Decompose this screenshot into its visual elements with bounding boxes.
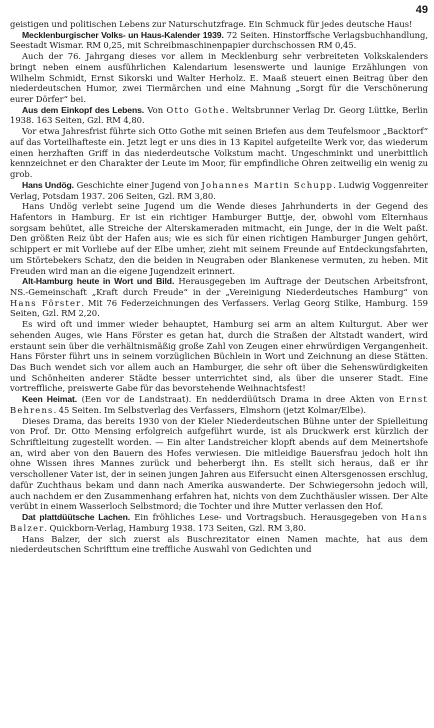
paragraph-p11	[10, 512, 428, 533]
paragraph-text: Vor etwa Jahresfrist führte sich Otto Gothe mit seinen Briefen aus dem Teufelsmoor „Backtorf“ auf das Vorteilhafteste ein. Jetzt legt er uns dies in 13 Kapitel aufgeteilte Werk vor, das wiederum einen herzhaften Griff in das niederdeutsche Volkstum macht. Ungeschminkt und unerbittlich kennzeichnet er den Charakter der Leute im Moor, für empfindliche Ohren zeitweilig ein wenig zu grob.	[10, 126, 428, 180]
paragraph-text: . Ludwig Voggenreiter Verlag, Potsdam 1937. 206 Seiten, Gzl. RM 3,80.	[10, 179, 429, 201]
paragraph-text: Geschichte einer Jugend von	[73, 179, 202, 190]
paragraph-text: . Weltsbrunner Verlag Dr. Georg Lüttke, Berlin 1938. 163 Seiten, Gzl. RM 4,80.	[10, 104, 428, 126]
review-column	[10, 19, 428, 555]
paragraph-text: . Quickborn-Verlag, Hamburg 1938. 173 Seiten, Gzl. RM 3,80.	[44, 522, 307, 533]
author-name: Hans Balzer	[10, 512, 428, 533]
paragraph-text: Auch der 76. Jahrgang dieses vor allem in Mecklenburg sehr verbreiteten Volkskalenders bringt neben einem ausführlichen Kalendarium lesenswerte und launige Erzählungen von Wilhelm Schmidt, Ernst Sikorski und Walter Herholz. E. Maaß steuert einen Beitrag über den niederdeutschen Humor, zwei Tiermärchen und eine Mahnung „Sorgt für die Verschönerung eurer Dörfer“ bei.	[10, 51, 428, 105]
page-number: 49	[415, 4, 428, 16]
book-title: Hans Undög.	[22, 179, 74, 190]
paragraph-p2	[10, 51, 428, 105]
paragraph-p7	[10, 276, 428, 319]
paragraph-text: 72 Seiten. Hinstorffsche Verlagsbuchhandlung, Seestadt Wismar. RM 0,25, mit Schreibmaschinenpapier durchschossen RM 0,45.	[10, 29, 429, 51]
paragraph-p1	[10, 30, 428, 51]
paragraph-text: (Een vor de Landstraat). En nedderdüütsch Drama in dree Akten von	[77, 394, 399, 405]
paragraph-p6	[10, 201, 428, 276]
author-name: Johannes Martin Schupp	[201, 179, 334, 190]
paragraph-text: Herausgegeben im Auftrage der Deutschen Arbeitsfront, NS.-Gemeinschaft „Kraft durch Freude“ in der „Vereinigung Niederdeutsches Hamburg“ von	[10, 276, 429, 297]
paragraph-text: geistigen und politischen Lebens zur Naturschutzfrage. Ein Schmuck für jedes deutsche Haus!	[10, 19, 413, 29]
paragraph-text: . 45 Seiten. Im Selbstverlag des Verfassers, Elmshorn (jetzt Kolmar/Elbe).	[53, 404, 367, 415]
author-name: Ernst Behrens	[10, 394, 428, 415]
paragraph-text: . Mit 76 Federzeichnungen des Verfassers. Verlag Georg Stilke, Hamburg. 159 Seiten, Gzl. RM 2,20.	[10, 297, 428, 319]
paragraph-text: Hans Undög verlebt seine Jugend um die Wende dieses Jahrhunderts in der Gegend des Hafentors in Hamburg. Er ist ein richtiger Hamburger Buttje, der, obwohl vom Elternhaus sorgsam behütet, alle Streiche der Alterskameraden mitmacht, ein Junge, der in die Welt paßt. Den größten Reiz übt der Hafen aus; wie es sich für einen richtigen Hamburger Jungen gehört, schippert er mit Vorliebe auf der Elbe umher, zieht mit seinem Freunde auf Entdeckungsfahrten, um Störtebekers Schatz, den die beiden in Neugraben oder Blankenese vermuten, zu heben. Mit Freuden wird man an die eigene Jugendzeit erinnert.	[10, 201, 428, 276]
paragraph-p8	[10, 319, 428, 394]
author-name: Otto Gothe	[166, 104, 226, 115]
paragraph-p0	[10, 19, 428, 30]
paragraph-text: Ein fröhliches Lese- und Vortragsbuch. Herausgegeben von	[130, 512, 402, 523]
paragraph-text: Es wird oft und immer wieder behauptet, Hamburg sei arm an altem Kulturgut. Aber wer sehenden Auges, wie Hans Förster es getan hat, durch die Straßen der Altstadt wandert, wird erstaunt sein über die verhältnismäßig große Zahl von Zeugen einer ehrwürdigen Vergangenheit. Hans Förster führt uns in seinem vorzüglichen Büchlein in Wort und Zeichnung an diese Stätten. Das Buch wendet sich vor allem auch an Hamburger, die sehr oft über die Sehenswürdigkeiten und Schönheiten anderer Städte besser unterrichtet sind, als über die unserer Stadt. Eine vortreffliche, preiswerte Gabe für das bevorstehende Weihnachtsfest!	[10, 319, 428, 394]
paragraph-p4	[10, 126, 428, 180]
book-title: Keen Heimat.	[22, 394, 78, 405]
book-title: Aus dem Einkopf des Lebens.	[22, 104, 145, 115]
paragraph-p12	[10, 534, 428, 555]
paragraph-text: Von	[144, 104, 167, 115]
paragraph-text: Hans Balzer, der sich zuerst als Buschrezitator einen Namen machte, hat aus dem niederdeutschen Schrifttum eine treffliche Auswahl von Gedichten und	[10, 533, 428, 555]
paragraph-p3	[10, 105, 428, 126]
book-title: Mecklenburgischer Volks- un Haus-Kalender 1939.	[22, 29, 224, 40]
book-title: Alt-Hamburg heute in Wort und Bild.	[22, 276, 175, 287]
author-name: Hans Förster	[10, 297, 82, 308]
paragraph-p10	[10, 416, 428, 512]
paragraph-text: Dieses Drama, das bereits 1930 von der Kieler Niederdeutschen Bühne unter der Spielleitung von Prof. Dr. Otto Mensing erfolgreich aufgeführt wurde, ist als Druckwerk erst kürzlich der Schriftleitung zugestellt worden. — Ein alter Landstreicher klopft abends auf dem Meinertshofe an, wird aber von den Bauern des Hofes verwiesen. Die mitleidige Bauersfrau jedoch holt ihn ohne Wissen ihres Mannes zurück und beherbergt ihn. Es stellt sich heraus, daß er ihr verschollener Vater ist, der in seinen jungen Jahren aus Eifersucht einen Altersgenossen erschlug, dafür Zuchthaus bekam und dann nach Amerika auswanderte. Der Schwiegersohn jedoch will, auch nachdem er den Zusammenhang erfahren hat, nichts von dem Zuchthäusler wissen. Der Alte verübt in einem Wasserloch Selbstmord; die Tochter und ihre Mutter verlassen den Hof.	[10, 415, 428, 512]
paragraph-p9	[10, 394, 428, 415]
book-title: Dat plattdüütsche Lachen.	[22, 512, 131, 523]
paragraph-p5	[10, 180, 428, 201]
